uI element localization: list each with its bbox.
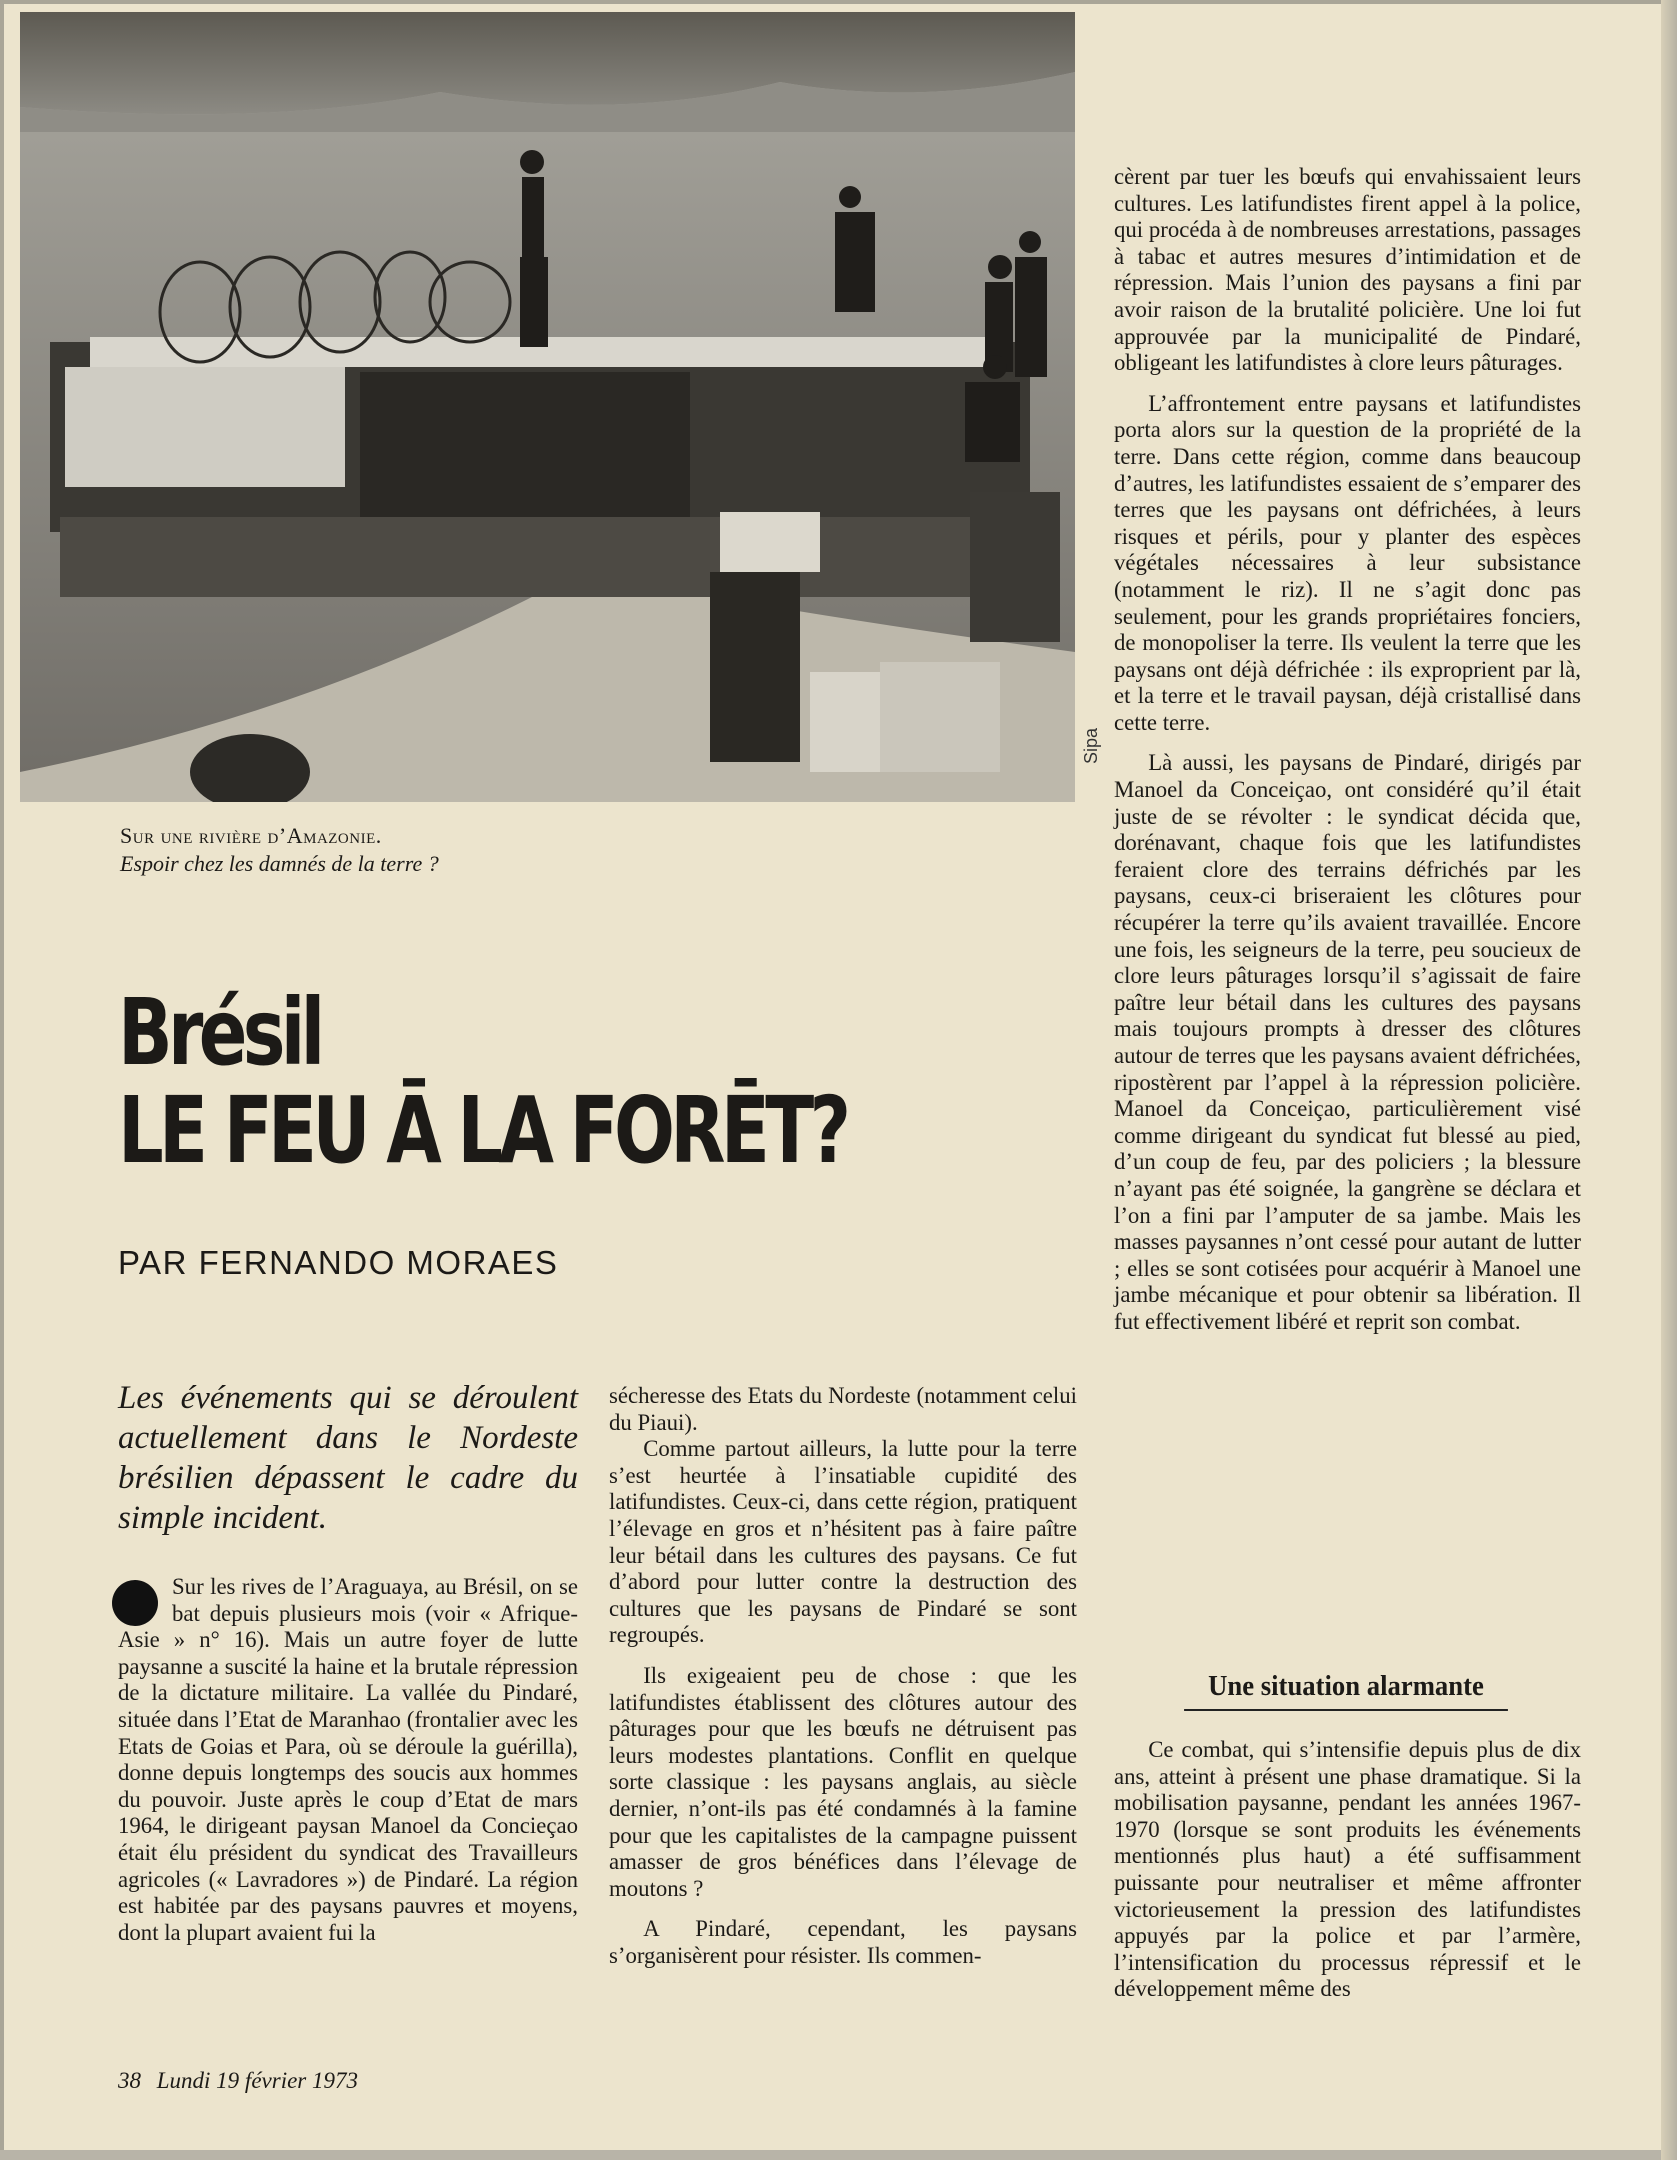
- headline-country: Brésil: [118, 979, 321, 1086]
- paragraph: Ils exigeaient peu de chose : que les latifundistes établissent des clôtures autour des pâturages pour que les bœufs ne détruisent pas leurs modestes plantations. Conflit en quelque sorte classique : les paysans anglais, au siècle dernier, n’ont-ils pas été condamnés à la famine pour que les capitalistes de la campagne puissent amasser de gros bénéfices dans l’élevage de moutons ?: [609, 1662, 1077, 1901]
- paragraph: Sur les rives de l’Araguaya, au Brésil, on se bat depuis plusieurs mois (voir « Afrique-Asie » n° 16). Mais un autre foyer de lutte paysanne a suscité la haine et la brutale répression de la dictature militaire. La vallée du Pindaré, située dans l’Etat de Maranhao (frontalier avec les Etats de Goias et Para, où se déroule la guérilla), donne depuis longtemps des soucis aux hommes du pouvoir. Juste après le coup d’Etat de mars 1964, le dirigeant paysan Manoel da Concieçao était élu président du syndicat des Travailleurs agricoles (« Lavradores ») de Pindaré. La région est habitée par des paysans pauvres et moyens, dont la plupart avaient fui la: [118, 1574, 578, 1945]
- paragraph: Comme partout ailleurs, la lutte pour la terre s’est heurtée à l’insatiable cupidité des latifundistes. Ceux-ci, dans cette région, pratiquent l’élevage en gros et n’hésitent pas à faire paître leur bétail dans les cultures des paysans. Ce fut d’abord pour lutter contre la destruction des cultures que les paysans de Pindaré se sont regroupés.: [609, 1436, 1077, 1648]
- author-byline: PAR FERNANDO MORAES: [118, 1244, 559, 1281]
- column-1: [118, 1574, 578, 1946]
- paragraph: cèrent par tuer les bœufs qui envahissaient leurs cultures. Les latifundistes firent appel à la police, qui procéda à de nombreuses arrestations, passages à tabac et autres mesures d’intimidation et de répression. Mais l’union des paysans a fini par avoir raison de la brutalité policière. Une loi fut approuvée par la municipalité de Pindaré, obligeant les latifundistes à clore leurs pâturages.: [1114, 164, 1581, 376]
- issue-date: Lundi 19 février 1973: [156, 2068, 358, 2093]
- paragraph: A Pindaré, cependant, les paysans s’organisèrent pour résister. Ils commen-: [609, 1916, 1077, 1968]
- section-subheading: Une situation alarmante: [1184, 1670, 1508, 1711]
- caption-subtitle: Espoir chez les damnés de la terre ?: [120, 851, 439, 876]
- page-footer: [118, 2068, 368, 2094]
- paragraph: Ce combat, qui s’intensifie depuis plus de dix ans, atteint à présent une phase dramatique. Si la mobilisation paysanne, pendant les années 1967-1970 (lorsque se sont produits les événements mentionnés plus haut) a été suffisamment puissante pour neutraliser et même affronter victorieusement la pression des latifundistes appuyés par la police et par l’armère, l’intensification du processus répressif et le développement même des: [1114, 1737, 1581, 2002]
- photo-credit: Sipa: [1081, 727, 1101, 764]
- photo-illustration: [20, 12, 1075, 802]
- article-lead: Les événements qui se déroulent actuellement dans le Nordeste brésilien dépassent le cadre du simple incident.: [118, 1380, 578, 1536]
- column-3: [1114, 164, 1581, 1336]
- column-2: [609, 1383, 1077, 1969]
- paragraph: L’affrontement entre paysans et latifundistes porta alors sur la question de la propriété de la terre. Dans cette région, comme dans beaucoup d’autres, les latifundistes essaient de s’emparer des terres que les paysans ont défrichées, à leurs risques et périls, pour y planter des espèces végétales nécessaires à leur subsistance (notamment le riz). Il ne s’agit donc pas seulement, pour les grands propriétaires fonciers, de monopoliser la terre. Ils veulent la terre que les paysans ont déjà défrichée : ils exproprient par là, et la terre et le travail paysan, déjà cristallisé dans cette terre.: [1114, 390, 1581, 735]
- page-number: 38: [118, 2068, 141, 2093]
- caption-title: Sur une rivière d’Amazonie.: [120, 823, 382, 848]
- page-gutter: [1661, 0, 1677, 2160]
- bullet-dot-icon: [112, 1580, 158, 1626]
- paragraph: Là aussi, les paysans de Pindaré, dirigés par Manoel da Conceiçao, ont considéré qu’il était juste de se révolter : le syndicat décida que, dorénavant, chaque fois que les latifundistes feraient clore des terrains défrichés par les paysans, ceux-ci briseraient les clôtures pour récupérer la terre qu’ils avaient travaillée. Encore une fois, les seigneurs de la terre, peu soucieux de clore leurs pâturages lorsqu’il s’agissait de faire paître leur bétail dans les cultures des paysans mais toujours prompts à dresser des clôtures autour de terres que les paysans avaient défrichées, ripostèrent par l’appel à la répression policière. Manoel da Conceiçao, particulièrement visé comme dirigeant du syndicat fut blessé au pied, d’un coup de feu, par des policiers ; la blessure n’ayant pas été soignée, la gangrène se déclara et l’on a fini par l’amputer de sa jambe. Mais les masses paysannes n’ont cessé pour autant de lutter ; elles se sont cotisées pour acquérir à Manoel une jambe mécanique et pour obtenir sa libération. Il fut effectivement libéré et reprit son combat.: [1114, 750, 1581, 1334]
- headline-title: LE FEU Ā LA FORĒT?: [118, 1077, 847, 1184]
- photo-caption: [120, 822, 439, 878]
- river-boat-photo: [20, 12, 1075, 802]
- column-3-continued: [1114, 1737, 1581, 2003]
- paragraph: sécheresse des Etats du Nordeste (notamment celui du Piaui).: [609, 1383, 1077, 1435]
- article-headline: [118, 979, 847, 1184]
